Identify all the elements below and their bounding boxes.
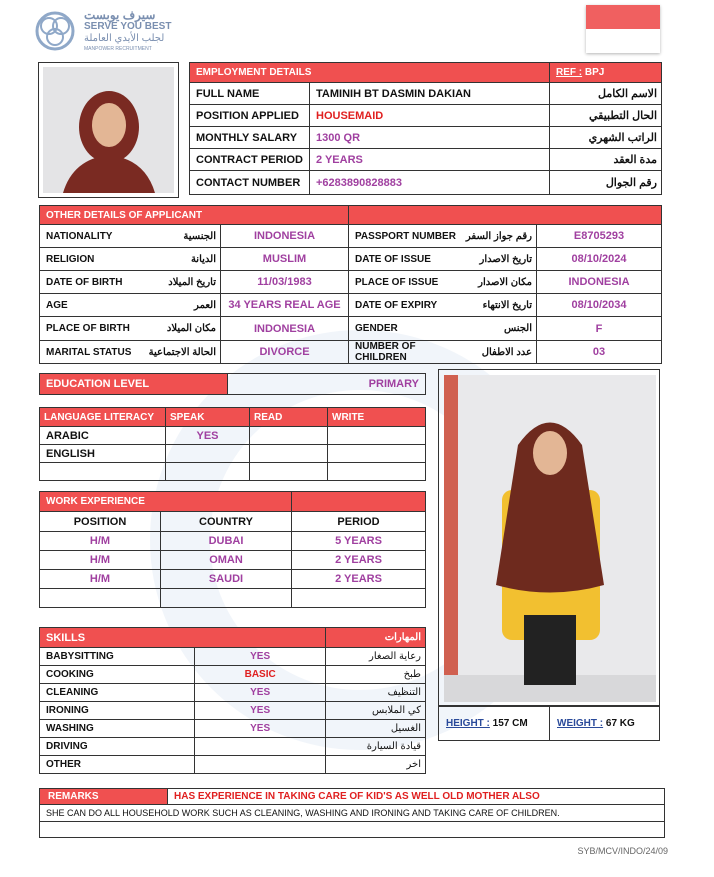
english-read	[250, 445, 328, 463]
skill-cooking: COOKING	[40, 666, 195, 684]
skill-ironing: IRONING	[40, 702, 195, 720]
remarks-headline: HAS EXPERIENCE IN TAKING CARE OF KID'S AS WELL OLD MOTHER ALSO	[168, 789, 665, 805]
passport-value: E8705293	[537, 225, 662, 248]
passport-label: PASSPORT NUMBER	[349, 225, 459, 248]
work-row-3-position: H/M	[40, 570, 161, 589]
issue-place-arabic: مكان الاصدار	[459, 271, 537, 294]
work-row-4-period	[292, 589, 426, 608]
height-label: HEIGHT :	[446, 718, 490, 729]
salary-value: 1300 QR	[310, 127, 550, 149]
language-arabic: ARABIC	[40, 427, 166, 445]
ref-cell	[550, 63, 662, 83]
marital-value: DIVORCE	[221, 341, 349, 364]
skill-other-arabic: اخر	[326, 756, 426, 774]
logo-arabic-title: سيرف يوبست	[84, 8, 156, 22]
other-details-header-right	[349, 206, 662, 225]
extra-write	[328, 463, 426, 481]
work-header-right	[292, 492, 426, 512]
contract-label: CONTRACT PERIOD	[190, 149, 310, 171]
work-row-1-position: H/M	[40, 532, 161, 551]
expiry-label: DATE OF EXPIRY	[349, 294, 459, 317]
issue-place-value: INDONESIA	[537, 271, 662, 294]
skill-cleaning-arabic: التنظيف	[326, 684, 426, 702]
language-english: ENGLISH	[40, 445, 166, 463]
dob-label: DATE OF BIRTH	[40, 271, 148, 294]
arabic-read	[250, 427, 328, 445]
work-row-1-country: DUBAI	[161, 532, 292, 551]
skill-cooking-value: BASIC	[195, 666, 326, 684]
skills-section	[39, 627, 426, 774]
education-label: EDUCATION LEVEL	[40, 374, 228, 395]
skill-washing: WASHING	[40, 720, 195, 738]
skill-other-value	[195, 756, 326, 774]
measurements-divider	[549, 707, 550, 740]
religion-value: MUSLIM	[221, 248, 349, 271]
gender-value: F	[537, 317, 662, 341]
weight-group	[557, 718, 635, 729]
skill-washing-arabic: الغسيل	[326, 720, 426, 738]
marital-label: MARITAL STATUS	[40, 341, 148, 364]
gender-label: GENDER	[349, 317, 459, 341]
position-column: POSITION	[40, 512, 161, 532]
religion-arabic: الديانة	[148, 248, 221, 271]
work-row-2-country: OMAN	[161, 551, 292, 570]
logo-arabic-sub: لجلب الأيدي العاملة	[84, 33, 165, 44]
work-row-2-position: H/M	[40, 551, 161, 570]
gender-arabic: الجنس	[459, 317, 537, 341]
skill-cleaning: CLEANING	[40, 684, 195, 702]
contact-label: CONTACT NUMBER	[190, 171, 310, 195]
nationality-arabic: الجنسية	[148, 225, 221, 248]
weight-label: WEIGHT :	[557, 718, 604, 729]
passport-arabic: رقم جواز السفر	[459, 225, 537, 248]
issue-date-value: 08/10/2024	[537, 248, 662, 271]
portrait-photo-frame	[38, 62, 179, 198]
children-value: 03	[537, 341, 662, 364]
full-name-label: FULL NAME	[190, 83, 310, 105]
logo-emblem-icon	[34, 10, 76, 52]
work-row-4-country	[161, 589, 292, 608]
salary-label: MONTHLY SALARY	[190, 127, 310, 149]
measurements-bar	[438, 706, 660, 741]
english-write	[328, 445, 426, 463]
dob-value: 11/03/1983	[221, 271, 349, 294]
expiry-arabic: تاريخ الانتهاء	[459, 294, 537, 317]
skill-babysitting-value: YES	[195, 648, 326, 666]
speak-header: SPEAK	[166, 408, 250, 427]
period-column: PERIOD	[292, 512, 426, 532]
work-experience-section	[39, 491, 426, 608]
remarks-section	[39, 788, 665, 838]
remarks-empty-row	[40, 822, 665, 838]
education-value: PRIMARY	[228, 374, 426, 395]
company-logo	[34, 8, 184, 56]
employment-header: EMPLOYMENT DETAILS	[190, 63, 550, 83]
indonesia-flag	[586, 5, 660, 53]
remarks-body: SHE CAN DO ALL HOUSEHOLD WORK SUCH AS CLEANING, WASHING AND IRONING AND TAKING CARE OF CHILDREN.	[40, 805, 665, 822]
portrait-photo	[43, 67, 174, 193]
age-arabic: العمر	[148, 294, 221, 317]
logo-english-title: SERVE YOU BEST	[84, 21, 172, 32]
work-header: WORK EXPERIENCE	[40, 492, 292, 512]
age-label: AGE	[40, 294, 148, 317]
ref-label: REF :	[556, 67, 583, 78]
religion-label: RELIGION	[40, 248, 148, 271]
language-extra	[40, 463, 166, 481]
birth-place-arabic: مكان الميلاد	[148, 317, 221, 341]
position-arabic: الحال التطبيقي	[550, 105, 662, 127]
height-group	[446, 718, 528, 729]
work-row-3-period: 2 YEARS	[292, 570, 426, 589]
language-header: LANGUAGE LITERACY	[40, 408, 166, 427]
children-label: NUMBER OF CHILDREN	[349, 341, 459, 364]
other-details-header: OTHER DETAILS OF APPLICANT	[40, 206, 349, 225]
skill-driving-value	[195, 738, 326, 756]
birth-place-value: INDONESIA	[221, 317, 349, 341]
issue-date-arabic: تاريخ الاصدار	[459, 248, 537, 271]
position-label: POSITION APPLIED	[190, 105, 310, 127]
extra-speak	[166, 463, 250, 481]
full-name-value: TAMINIH BT DASMIN DAKIAN	[310, 83, 550, 105]
ref-value: BPJ	[584, 67, 605, 78]
full-name-arabic: الاسم الكامل	[550, 83, 662, 105]
marital-arabic: الحالة الاجتماعية	[148, 341, 221, 364]
skill-ironing-value: YES	[195, 702, 326, 720]
skill-driving-arabic: قيادة السيارة	[326, 738, 426, 756]
full-body-photo-frame	[438, 369, 660, 706]
skill-cooking-arabic: طبخ	[326, 666, 426, 684]
full-body-photo	[444, 375, 656, 702]
skill-cleaning-value: YES	[195, 684, 326, 702]
arabic-write	[328, 427, 426, 445]
issue-place-label: PLACE OF ISSUE	[349, 271, 459, 294]
arabic-speak: YES	[166, 427, 250, 445]
children-arabic: عدد الاطفال	[459, 341, 537, 364]
salary-arabic: الراتب الشهري	[550, 127, 662, 149]
work-row-1-period: 5 YEARS	[292, 532, 426, 551]
dob-arabic: تاريخ الميلاد	[148, 271, 221, 294]
english-speak	[166, 445, 250, 463]
skill-other: OTHER	[40, 756, 195, 774]
extra-read	[250, 463, 328, 481]
logo-tagline: MANPOWER RECRUITMENT	[84, 46, 152, 52]
employment-details-section	[189, 62, 662, 198]
age-value: 34 YEARS REAL AGE	[221, 294, 349, 317]
skills-header: SKILLS	[40, 628, 326, 648]
contact-arabic: رقم الجوال	[550, 171, 662, 195]
skill-babysitting: BABYSITTING	[40, 648, 195, 666]
expiry-value: 08/10/2034	[537, 294, 662, 317]
contract-value: 2 YEARS	[310, 149, 550, 171]
education-section	[39, 373, 426, 395]
nationality-label: NATIONALITY	[40, 225, 148, 248]
contact-value: +6283890828883	[310, 171, 550, 195]
write-header: WRITE	[328, 408, 426, 427]
height-value: 157 CM	[492, 718, 528, 729]
birth-place-label: PLACE OF BIRTH	[40, 317, 148, 341]
contract-arabic: مدة العقد	[550, 149, 662, 171]
weight-value: 67 KG	[605, 718, 635, 729]
remarks-label: REMARKS	[40, 789, 168, 805]
work-row-3-country: SAUDI	[161, 570, 292, 589]
country-column: COUNTRY	[161, 512, 292, 532]
footer-code: SYB/MCV/INDO/24/09	[577, 846, 668, 856]
skills-arabic-header: المهارات	[326, 628, 426, 648]
position-value: HOUSEMAID	[310, 105, 550, 127]
work-row-2-period: 2 YEARS	[292, 551, 426, 570]
language-section	[39, 407, 426, 481]
skill-babysitting-arabic: رعاية الصغار	[326, 648, 426, 666]
skill-washing-value: YES	[195, 720, 326, 738]
issue-date-label: DATE OF ISSUE	[349, 248, 459, 271]
read-header: READ	[250, 408, 328, 427]
nationality-value: INDONESIA	[221, 225, 349, 248]
skill-driving: DRIVING	[40, 738, 195, 756]
work-row-4-position	[40, 589, 161, 608]
other-details-section	[39, 205, 662, 364]
skill-ironing-arabic: كي الملابس	[326, 702, 426, 720]
